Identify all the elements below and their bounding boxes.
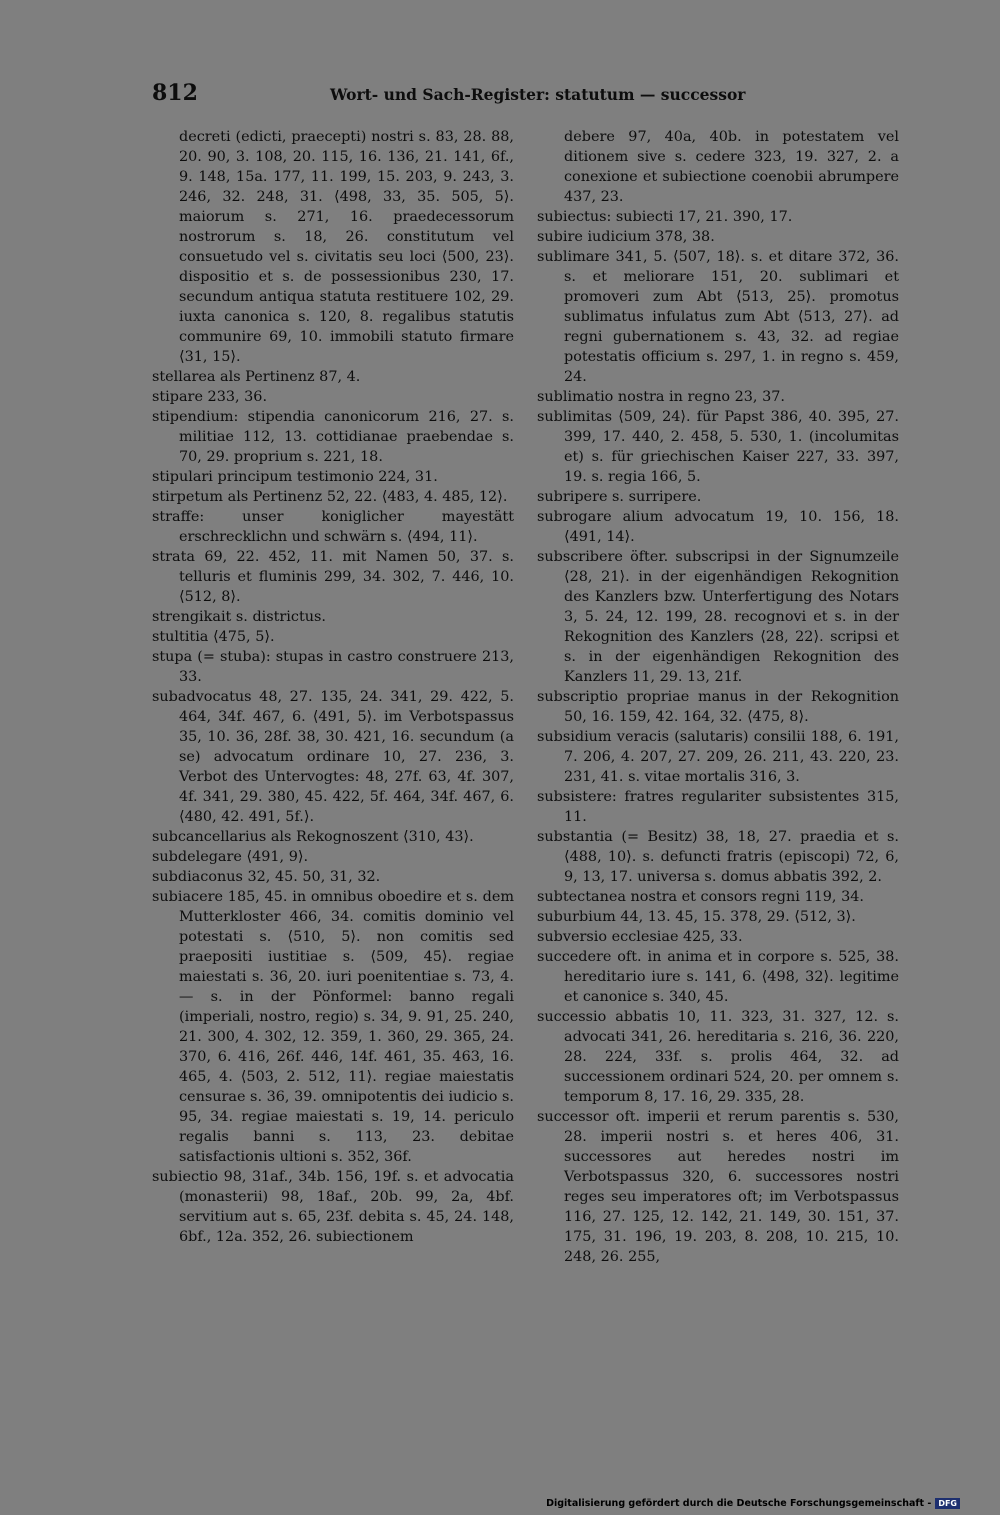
register-entry: strata 69, 22. 452, 11. mit Namen 50, 37. s. telluris et fluminis 299, 34. 302, 7. 446, 10. ⟨512, 8⟩. xyxy=(152,549,514,605)
register-entry: decreti (edicti, praecepti) nostri s. 83, 28. 88, 20. 90, 3. 108, 20. 115, 16. 136, 21. 141, 6f., 9. 148, 15a. 177, 11. 199, 15. 203, 9. 243, 3. 246, 32. 248, 31. ⟨498, 33, 35. 505, 5⟩. maiorum s. 271, 16. praedecessorum nostrorum s. 18, 26. constitutum vel consuetudo vel s. civitatis seu loci ⟨500, 23⟩. dispositio et s. de possessionibus 230, 17. secundum antiqua statuta restituere 102, 29. iuxta canonica s. 120, 8. regalibus statutis communire 69, 10. immobili statuto firmare ⟨31, 15⟩. xyxy=(179,129,514,365)
register-entry: subtectanea nostra et consors regni 119, 34. xyxy=(537,889,864,905)
register-entry: stipulari principum testimonio 224, 31. xyxy=(152,469,438,485)
register-entry: succedere oft. in anima et in corpore s. 525, 38. hereditario iure s. 141, 6. ⟨498, 32⟩. legitime et canonice s. 340, 45. xyxy=(537,949,899,1005)
register-entry: successio abbatis 10, 11. 323, 31. 327, 12. s. advocati 341, 26. hereditaria s. 216, 36. 220, 28. 224, 33f. s. prolis 464, 32. ad successionem ordinari 524, 20. per omnem s. temporum 8, 17. 16, 29. 335, 28. xyxy=(537,1009,899,1105)
register-entry: subsistere: fratres regulariter subsistentes 315, 11. xyxy=(537,789,899,825)
register-entry: subiacere 185, 45. in omnibus oboedire et s. dem Mutterkloster 466, 34. comitis dominio vel potestati s. ⟨510, 5⟩. non comitis sed praepositi iustitiae s. ⟨509, 45⟩. regiae maiestati s. 36, 20. iuri poenitentiae s. 73, 4. — s. in der Pönformel: banno regali (imperiali, nostro, regio) s. 34, 9. 91, 25. 240, 21. 300, 4. 302, 12. 359, 1. 360, 29. 365, 24. 370, 6. 416, 26f. 446, 14f. 461, 35. 463, 16. 465, 4. ⟨503, 2. 512, 11⟩. regiae maiestatis censurae s. 36, 39. omnipotentis dei iudicio s. 95, 34. regiae maiestati s. 19, 14. periculo regalis banni s. 113, 23. debitae satisfactionis ultioni s. 352, 36f. xyxy=(152,889,514,1165)
register-entry: subadvocatus 48, 27. 135, 24. 341, 29. 422, 5. 464, 34f. 467, 6. ⟨491, 5⟩. im Verbotspassus 35, 10. 36, 28f. 38, 30. 421, 16. secundum (a se) advocatum ordinare 10, 27. 236, 3. Verbot des Untervogtes: 48, 27f. 63, 4f. 307, 4f. 341, 29. 380, 45. 422, 5f. 464, 34f. 467, 6. ⟨480, 42. 491, 5f.⟩. xyxy=(152,689,514,825)
register-entry: successor oft. imperii et rerum parentis s. 530, 28. imperii nostri s. et heres 406, 31. successores aut heredes nostri im Verbotspassus 320, 6. successores nostri reges seu imperatores oft; im Verbotspassus 116, 27. 125, 12. 142, 21. 149, 30. 151, 37. 175, 31. 196, 19. 203, 8. 208, 10. 215, 10. 248, 26. 255, xyxy=(537,1109,899,1265)
register-entry: strengikait s. districtus. xyxy=(152,609,326,625)
register-entry: subscriptio propriae manus in der Rekognition 50, 16. 159, 42. 164, 32. ⟨475, 8⟩. xyxy=(537,689,899,725)
register-entry: subripere s. surripere. xyxy=(537,489,702,505)
footer xyxy=(546,1498,960,1509)
left-column xyxy=(152,127,514,1247)
dfg-logo: DFG xyxy=(935,1498,960,1509)
register-entry: subcancellarius als Rekognoszent ⟨310, 43⟩. xyxy=(152,829,474,845)
running-head: Wort- und Sach-Register: statutum — successor xyxy=(330,85,746,104)
register-entry: subrogare alium advocatum 19, 10. 156, 18. ⟨491, 14⟩. xyxy=(537,509,899,545)
register-entry: subire iudicium 378, 38. xyxy=(537,229,715,245)
register-entry: stupa (= stuba): stupas in castro construere 213, 33. xyxy=(152,649,514,685)
register-entry: debere 97, 40a, 40b. in potestatem vel ditionem sive s. cedere 323, 19. 327, 2. a conexione et subiectione coenobii abrumpere 437, 23. xyxy=(564,129,899,205)
register-entry: stipendium: stipendia canonicorum 216, 27. s. militiae 112, 13. cottidianae praebendae s. 70, 29. proprium s. 221, 18. xyxy=(152,409,514,465)
register-entry: sublimitas ⟨509, 24⟩. für Papst 386, 40. 395, 27. 399, 17. 440, 2. 458, 5. 530, 1. (incolumitas et) s. für griechischen Kaiser 227, 33. 397, 19. s. regia 166, 5. xyxy=(537,409,899,485)
register-entry: subsidium veracis (salutaris) consilii 188, 6. 191, 7. 206, 4. 207, 27. 209, 26. 211, 43. 220, 23. 231, 41. s. vitae mortalis 316, 3. xyxy=(537,729,899,785)
register-entry: subiectus: subiecti 17, 21. 390, 17. xyxy=(537,209,793,225)
register-entry: subversio ecclesiae 425, 33. xyxy=(537,929,743,945)
register-entry: substantia (= Besitz) 38, 18, 27. praedia et s. ⟨488, 10⟩. s. defuncti fratris (episcopi) 72, 6, 9, 13, 17. universa s. domus abbatis 392, 2. xyxy=(537,829,899,885)
register-entry: stipare 233, 36. xyxy=(152,389,268,405)
footer-credit: Digitalisierung gefördert durch die Deutsche Forschungsgemeinschaft - xyxy=(546,1498,932,1509)
register-entry: straffe: unser koniglicher mayestätt erschrecklichn und schwärn s. ⟨494, 11⟩. xyxy=(152,509,514,545)
register-entry: suburbium 44, 13. 45, 15. 378, 29. ⟨512, 3⟩. xyxy=(537,909,856,925)
register-entry: subdiaconus 32, 45. 50, 31, 32. xyxy=(152,869,381,885)
page-number: 812 xyxy=(152,80,198,106)
register-entry: stultitia ⟨475, 5⟩. xyxy=(152,629,275,645)
register-entry: subiectio 98, 31af., 34b. 156, 19f. s. et advocatia (monasterii) 98, 18af., 20b. 99, 2a, 4bf. servitium aut s. 65, 23f. debita s. 45, 24. 148, 6bf., 12a. 352, 26. subiectionem xyxy=(152,1169,514,1245)
register-entry: stirpetum als Pertinenz 52, 22. ⟨483, 4. 485, 12⟩. xyxy=(152,489,508,505)
register-entry: subscribere öfter. subscripsi in der Signumzeile ⟨28, 21⟩. in der eigenhändigen Rekognition des Kanzlers bzw. Unterfertigung des Notars 3, 5. 24, 12. 199, 28. recognovi et s. in der Rekognition des Kanzlers ⟨28, 22⟩. scripsi et s. in der eigenhändigen Rekognition des Kanzlers 11, 29. 13, 21f. xyxy=(537,549,899,685)
register-entry: subdelegare ⟨491, 9⟩. xyxy=(152,849,309,865)
register-entry: sublimare 341, 5. ⟨507, 18⟩. s. et ditare 372, 36. s. et meliorare 151, 20. sublimari et promoveri zum Abt ⟨513, 25⟩. promotus sublimatus infulatus zum Abt ⟨513, 27⟩. ad regni gubernationem s. 43, 32. ad regiae potestatis officium s. 297, 1. in regno s. 459, 24. xyxy=(537,249,899,385)
right-column xyxy=(537,127,899,1267)
register-entry: stellarea als Pertinenz 87, 4. xyxy=(152,369,361,385)
register-entry: sublimatio nostra in regno 23, 37. xyxy=(537,389,785,405)
